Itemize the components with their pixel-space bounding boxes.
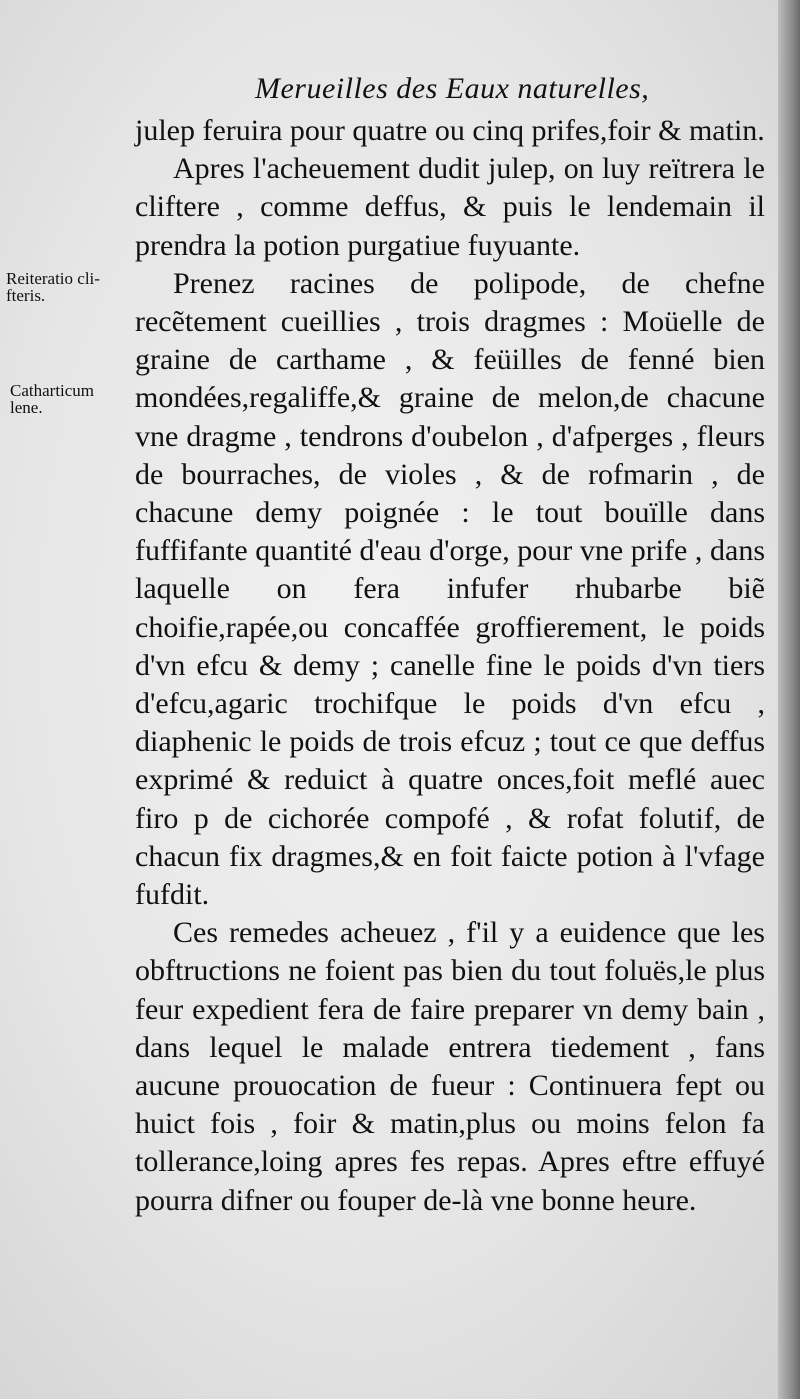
running-head: Merueilles des Eaux naturelles, [255,72,650,105]
page-gutter-shadow [778,0,800,1399]
margin-note-line: Catharticum [10,381,95,400]
margin-note-reiteratio [6,270,100,304]
body-text [135,112,765,1220]
margin-note-line: Reiteratio cli- [6,269,100,288]
margin-note-line: fteris. [6,286,46,305]
paragraph: Prenez racines de polipode, de chefne recẽtement cueillies , trois dragmes : Moüelle de graine de carthame , & feüilles de fenné bien mondées,regaliffe,& graine de melon,de chacune vne dragme , tendrons d'oubelon , d'afperges , fleurs de bourraches, de violes , & de rofmarin , de chacune demy poignée : le tout bouïlle dans fuffifante quantité d'eau d'orge, pour vne prife , dans laquelle on fera infufer rhubarbe biẽ choifie,rapée,ou concaffée groffierement, le poids d'vn efcu & demy ; canelle fine le poids d'vn tiers d'efcu,agaric trochifque le poids d'vn efcu , diaphenic le poids de trois efcuz ; tout ce que deffus exprimé & reduict à quatre onces,foit meflé auec firo p de cichorée compofé , & rofat folutif, de chacun fix dragmes,& en foit faicte potion à l'vfage fufdit. [135,266,765,912]
margin-note-line: lene. [10,398,43,417]
paragraph: Apres l'acheuement dudit julep, on luy reïtrera le cliftere , comme deffus, & puis le lendemain il prendra la potion purgatiue fuyuante. [135,152,765,262]
margin-note-catharticum [10,382,94,416]
paragraph-continuation: julep feruira pour quatre ou cinq prifes,foir & matin. [135,114,765,147]
paragraph: Ces remedes acheuez , f'il y a euidence que les obftructions ne foient pas bien du tout foluës,le plus feur expedient fera de faire preparer vn demy bain , dans lequel le malade entrera tiedement , fans aucune prouocation de fueur : Continuera fept ou huict fois , foir & matin,plus ou moins felon fa tollerance,loing apres fes repas. Apres eftre effuyé pourra difner ou fouper de-là vne bonne heure. [135,916,765,1217]
